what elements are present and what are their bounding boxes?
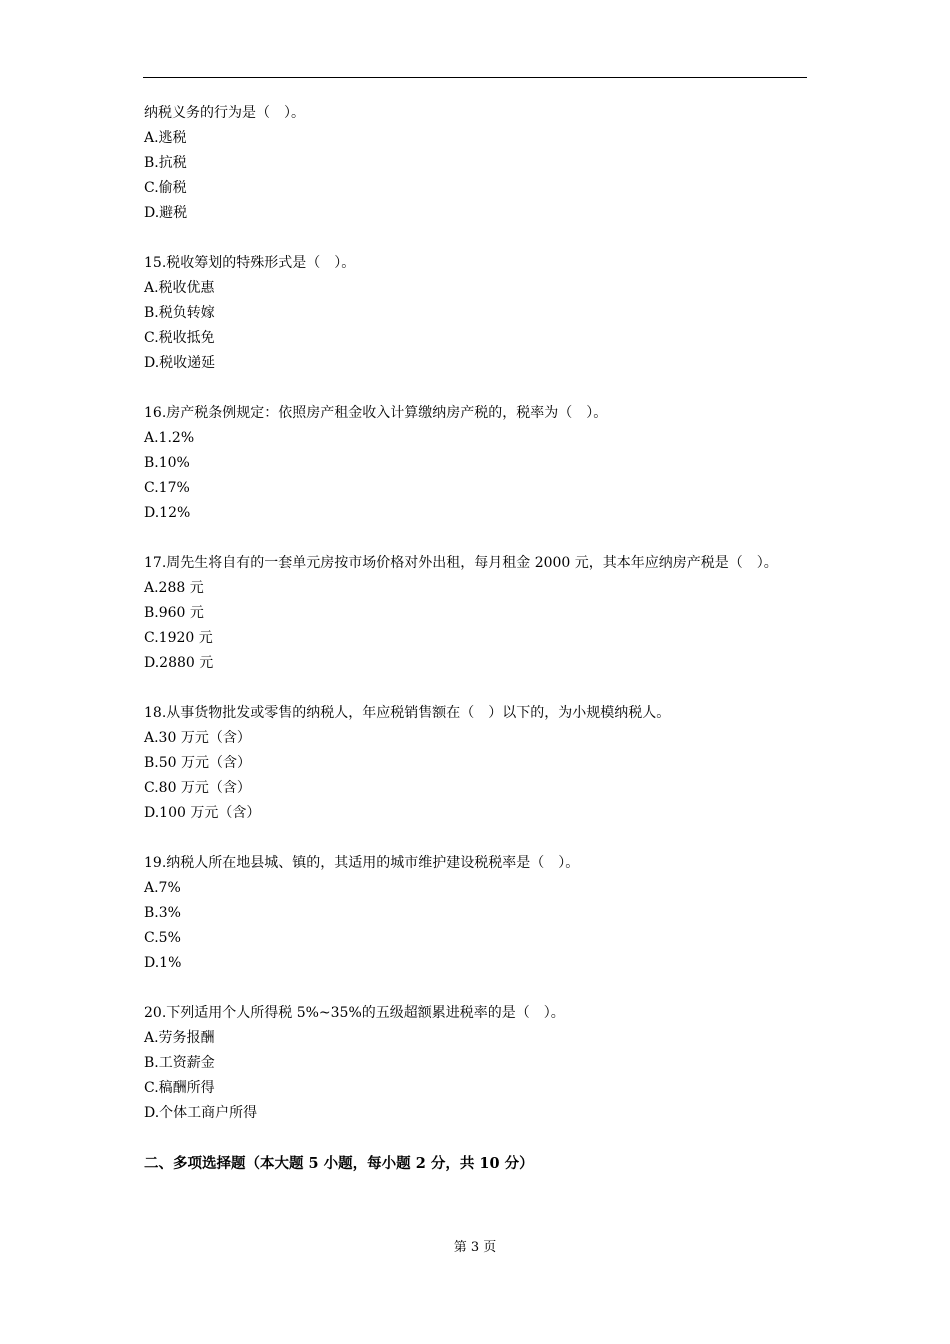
- option-c: C.80 万元（含）: [144, 780, 251, 796]
- header-rule: [143, 77, 807, 78]
- question-stem: 20.下列适用个人所得税 5%~35%的五级超额累进税率的是（ ）。: [144, 1005, 565, 1021]
- option-c: C.稿酬所得: [144, 1080, 215, 1096]
- question-block: [144, 101, 808, 226]
- option-d: D.2880 元: [144, 655, 214, 671]
- option-d: D.1%: [144, 955, 182, 971]
- question-block: [144, 401, 808, 526]
- option-d: D.税收递延: [144, 355, 216, 371]
- question-stem: 18.从事货物批发或零售的纳税人，年应税销售额在（ ）以下的，为小规模纳税人。: [144, 705, 671, 721]
- page-number: 第 3 页: [453, 1240, 497, 1255]
- question-stem: 17.周先生将自有的一套单元房按市场价格对外出租，每月租金 2000 元，其本年应纳房产税是（ ）。: [144, 555, 778, 571]
- question-stem: 19.纳税人所在地县城、镇的，其适用的城市维护建设税税率是（ ）。: [144, 855, 580, 871]
- option-b: B.税负转嫁: [144, 305, 215, 321]
- question-stem: 15.税收筹划的特殊形式是（ ）。: [144, 255, 356, 271]
- option-d: D.个体工商户所得: [144, 1105, 258, 1121]
- option-b: B.抗税: [144, 155, 187, 171]
- option-c: C.5%: [144, 930, 181, 946]
- option-d: D.避税: [144, 205, 188, 221]
- document-body: [144, 101, 808, 1176]
- question-stem: 纳税义务的行为是（ ）。: [144, 105, 305, 121]
- question-block: [144, 701, 808, 826]
- question-block: [144, 551, 808, 676]
- option-a: A.逃税: [144, 130, 187, 146]
- option-b: B.50 万元（含）: [144, 755, 252, 771]
- option-c: C.偷税: [144, 180, 187, 196]
- question-block: [144, 1001, 808, 1126]
- option-a: A.7%: [144, 880, 181, 896]
- option-a: A.30 万元（含）: [144, 730, 251, 746]
- option-d: D.100 万元（含）: [144, 805, 261, 821]
- option-b: B.3%: [144, 905, 181, 921]
- question-block: [144, 251, 808, 376]
- option-c: C.17%: [144, 480, 190, 496]
- option-b: B.10%: [144, 455, 190, 471]
- option-b: B.工资薪金: [144, 1055, 215, 1071]
- question-stem: 16.房产税条例规定：依照房产租金收入计算缴纳房产税的，税率为（ ）。: [144, 405, 608, 421]
- option-b: B.960 元: [144, 605, 204, 621]
- option-a: A.劳务报酬: [144, 1030, 215, 1046]
- section-heading: 二、多项选择题（本大题 5 小题，每小题 2 分，共 10 分）: [144, 1155, 534, 1172]
- option-a: A.税收优惠: [144, 280, 215, 296]
- option-d: D.12%: [144, 505, 191, 521]
- option-c: C.1920 元: [144, 630, 213, 646]
- question-block: [144, 851, 808, 976]
- option-c: C.税收抵免: [144, 330, 215, 346]
- option-a: A.288 元: [144, 580, 204, 596]
- option-a: A.1.2%: [144, 430, 195, 446]
